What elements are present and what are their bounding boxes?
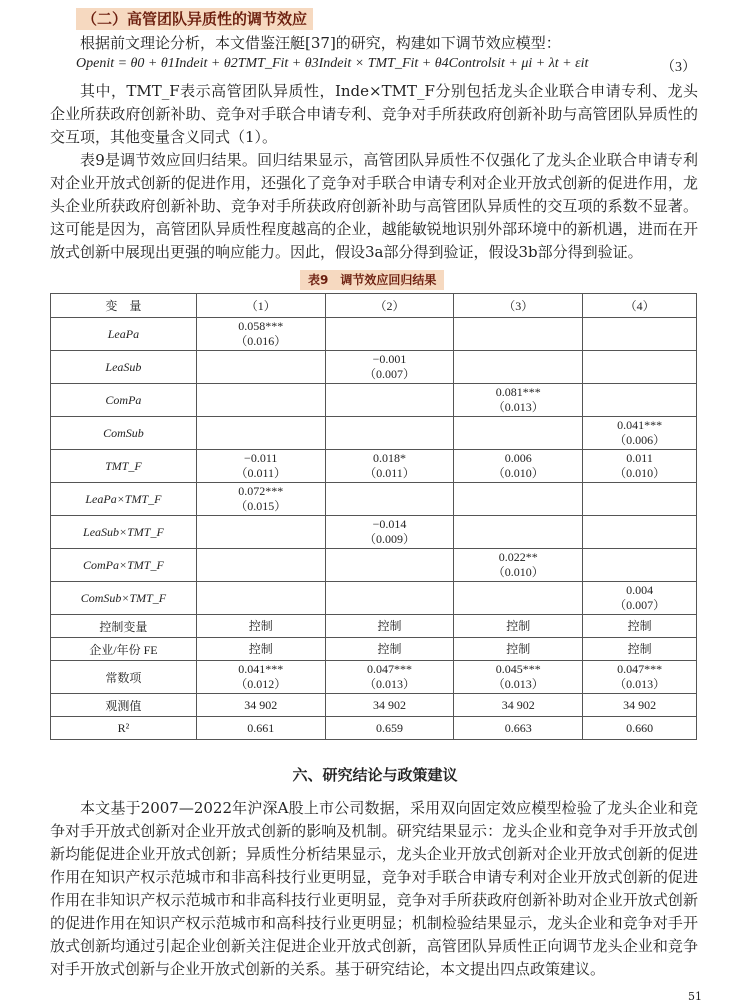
coefficient-value: 控制 (506, 618, 531, 633)
value-cell (583, 615, 697, 638)
table-row (51, 318, 697, 351)
coefficient-value: 控制 (377, 618, 402, 633)
page-number: 51 (688, 990, 702, 1003)
standard-error-value: （0.016） (235, 334, 287, 348)
table-row (51, 417, 697, 450)
value-cell (583, 661, 697, 694)
variable-name-cell: ComSub×TMT_F (51, 582, 197, 615)
coefficient-value: 控制 (627, 618, 652, 633)
standard-error-value: （0.010） (492, 466, 544, 480)
value-cell (583, 351, 697, 384)
coefficient-value: 控制 (248, 641, 273, 656)
header-cell: （2） (325, 294, 454, 318)
formula-number: （3） (661, 60, 696, 75)
header-cell: （1） (196, 294, 325, 318)
value-cell (196, 384, 325, 417)
header-cell: （3） (454, 294, 583, 318)
coefficient-value: 控制 (248, 618, 273, 633)
intro-paragraph: 根据前文理论分析，本文借鉴汪艇[37]的研究，构建如下调节效应模型： (80, 34, 561, 52)
coefficient-value: −0.014 (372, 517, 407, 531)
coefficient-value: 0.045*** (495, 662, 541, 676)
value-cell (454, 417, 583, 450)
coefficient-value: 0.011 (626, 451, 653, 465)
value-cell (196, 483, 325, 516)
variable-name-cell: 常数项 (51, 661, 197, 694)
formula-text: Openit = θ0 + θ1Indeit + θ2TMT_Fit + θ3Indeit × TMT_Fit + θ4Controlsit + μi + λt + εit (76, 56, 589, 71)
standard-error-value: （0.010） (492, 565, 544, 579)
coefficient-value: −0.001 (372, 352, 407, 366)
table-row (51, 694, 697, 717)
variable-name-cell: LeaPa (51, 318, 197, 351)
variable-name-cell: 企业/年份 FE (51, 638, 197, 661)
table-row (51, 582, 697, 615)
value-cell (583, 516, 697, 549)
value-cell (325, 318, 454, 351)
value-cell (325, 549, 454, 582)
coefficient-value: 0.022** (498, 550, 538, 564)
standard-error-value: （0.013） (614, 677, 666, 691)
value-cell (325, 483, 454, 516)
value-cell (325, 615, 454, 638)
coefficient-value: 34 902 (373, 697, 406, 712)
table-row (51, 615, 697, 638)
standard-error-value: （0.009） (363, 532, 415, 546)
variable-name-cell: ComPa×TMT_F (51, 549, 197, 582)
coefficient-value: 34 902 (623, 697, 657, 712)
coefficient-value: 34 902 (244, 697, 278, 712)
coefficient-value: 0.041*** (238, 662, 284, 676)
value-cell (196, 694, 325, 717)
coefficient-value: 0.072*** (238, 484, 284, 498)
variable-name-cell: LeaPa×TMT_F (51, 483, 197, 516)
standard-error-value: （0.015） (235, 499, 287, 513)
table-row (51, 549, 697, 582)
coefficient-value: 控制 (627, 641, 652, 656)
standard-error-value: （0.012） (235, 677, 287, 691)
table-row (51, 638, 697, 661)
value-cell (454, 384, 583, 417)
coefficient-value: 0.041*** (617, 418, 663, 432)
value-cell (196, 638, 325, 661)
coefficient-value: 34 902 (501, 697, 535, 712)
regression-formula (76, 56, 696, 78)
value-cell (196, 549, 325, 582)
value-cell (454, 318, 583, 351)
table-row (51, 351, 697, 384)
standard-error-value: （0.011） (235, 466, 286, 480)
variable-name-cell: LeaSub×TMT_F (51, 516, 197, 549)
coefficient-value: 0.081*** (495, 385, 541, 399)
coefficient-value: 0.660 (626, 720, 654, 735)
coefficient-value: 控制 (377, 641, 402, 656)
coefficient-value: 0.006 (504, 451, 532, 465)
value-cell (196, 582, 325, 615)
value-cell (325, 450, 454, 483)
result-paragraph: 表9是调节效应回归结果。回归结果显示，高管团队异质性不仅强化了龙头企业联合申请专利对企业开放式创新的促进作用，还强化了竞争对手联合申请专利对企业开放式创新的促进作用，龙头企业所获政府创新补助、竞争对手所获政府创新补助与高管团队异质性的交互项的系数不显著。这可能是因为，高管团队异质性程度越高的企业，越能敏锐地识别外部环境中的新机遇，进而在开放式创新中展现出更强的响应能力。因此，假设3a部分得到验证，假设3b部分得到验证。 (50, 151, 698, 261)
section-title: （二）高管团队异质性的调节效应 (76, 8, 313, 30)
coefficient-value: 0.663 (504, 720, 532, 735)
value-cell (454, 694, 583, 717)
coefficient-value: 0.659 (376, 720, 403, 735)
coefficient-value: 0.047*** (617, 662, 663, 676)
standard-error-value: （0.010） (614, 466, 666, 480)
standard-error-value: （0.007） (614, 598, 666, 612)
value-cell (583, 417, 697, 450)
value-cell (583, 717, 697, 740)
variable-name-cell: R² (51, 717, 197, 740)
table-row (51, 661, 697, 694)
coefficient-value: 0.004 (626, 583, 654, 597)
value-cell (454, 483, 583, 516)
value-cell (196, 615, 325, 638)
coefficient-value: 0.047*** (367, 662, 412, 676)
coefficient-value: 0.058*** (238, 319, 284, 333)
standard-error-value: （0.013） (363, 677, 415, 691)
coefficient-value: 控制 (506, 641, 531, 656)
value-cell (325, 694, 454, 717)
table-row (51, 483, 697, 516)
value-cell (454, 549, 583, 582)
variable-name-cell: ComSub (51, 417, 197, 450)
value-cell (325, 661, 454, 694)
value-cell (325, 384, 454, 417)
header-cell: （4） (583, 294, 697, 318)
variable-name-cell: 控制变量 (51, 615, 197, 638)
value-cell (325, 516, 454, 549)
value-cell (454, 717, 583, 740)
standard-error-value: （0.013） (492, 400, 544, 414)
standard-error-value: （0.006） (614, 433, 666, 447)
coefficient-value: −0.011 (244, 451, 278, 465)
value-cell (196, 516, 325, 549)
value-cell (454, 638, 583, 661)
coefficient-value: 0.661 (247, 720, 275, 735)
value-cell (196, 417, 325, 450)
value-cell (196, 717, 325, 740)
value-cell (196, 318, 325, 351)
variable-name-cell: LeaSub (51, 351, 197, 384)
value-cell (454, 450, 583, 483)
coefficient-value: 0.018* (373, 451, 406, 465)
explain-paragraph: 其中，TMT_F表示高管团队异质性，Inde×TMT_F分别包括龙头企业联合申请专利、龙头企业所获政府创新补助、竞争对手联合申请专利、竞争对手所获政府创新补助与高管团队异质性的交互项，其他变量含义同式（1）。 (50, 82, 698, 146)
section-heading: 六、研究结论与政策建议 (292, 766, 458, 784)
table-row (51, 384, 697, 417)
value-cell (583, 450, 697, 483)
value-cell (583, 582, 697, 615)
table-caption: 表9 调节效应回归结果 (300, 270, 444, 290)
value-cell (583, 384, 697, 417)
table-header-row (51, 294, 697, 318)
value-cell (325, 351, 454, 384)
conclusion-paragraph: 本文基于2007—2022年沪深A股上市公司数据，采用双向固定效应模型检验了龙头企业和竞争对手开放式创新对企业开放式创新的影响及机制。研究结果显示：龙头企业和竞争对手开放式创新均能促进企业开放式创新；异质性分析结果显示，龙头企业开放式创新对企业开放式创新的促进作用在知识产权示范城市和非高科技行业更明显，竞争对手联合申请专利对企业开放式创新的促进作用在非知识产权示范城市和非高科技行业更明显，竞争对手所获政府创新补助对企业开放式创新的促进作用在知识产权示范城市和高科技行业更明显；机制检验结果显示，龙头企业和竞争对手开放式创新均通过引起企业创新关注促进企业开放式创新，高管团队异质性正向调节龙头企业和竞争对手开放式创新与企业开放式创新的关系。基于研究结论，本文提出四点政策建议。 (50, 799, 698, 978)
value-cell (454, 661, 583, 694)
value-cell (325, 638, 454, 661)
standard-error-value: （0.007） (363, 367, 415, 381)
value-cell (196, 661, 325, 694)
value-cell (454, 516, 583, 549)
value-cell (325, 417, 454, 450)
variable-name-cell: ComPa (51, 384, 197, 417)
regression-table (50, 293, 697, 740)
value-cell (454, 615, 583, 638)
value-cell (583, 694, 697, 717)
variable-name-cell: 观测值 (51, 694, 197, 717)
variable-name-cell: TMT_F (51, 450, 197, 483)
value-cell (583, 638, 697, 661)
value-cell (325, 582, 454, 615)
value-cell (583, 318, 697, 351)
value-cell (454, 351, 583, 384)
value-cell (454, 582, 583, 615)
table-row (51, 516, 697, 549)
value-cell (325, 717, 454, 740)
value-cell (196, 450, 325, 483)
table-row (51, 450, 697, 483)
standard-error-value: （0.013） (492, 677, 544, 691)
value-cell (583, 549, 697, 582)
standard-error-value: （0.011） (364, 466, 415, 480)
table-row (51, 717, 697, 740)
value-cell (196, 351, 325, 384)
value-cell (583, 483, 697, 516)
header-cell: 变 量 (51, 294, 197, 318)
